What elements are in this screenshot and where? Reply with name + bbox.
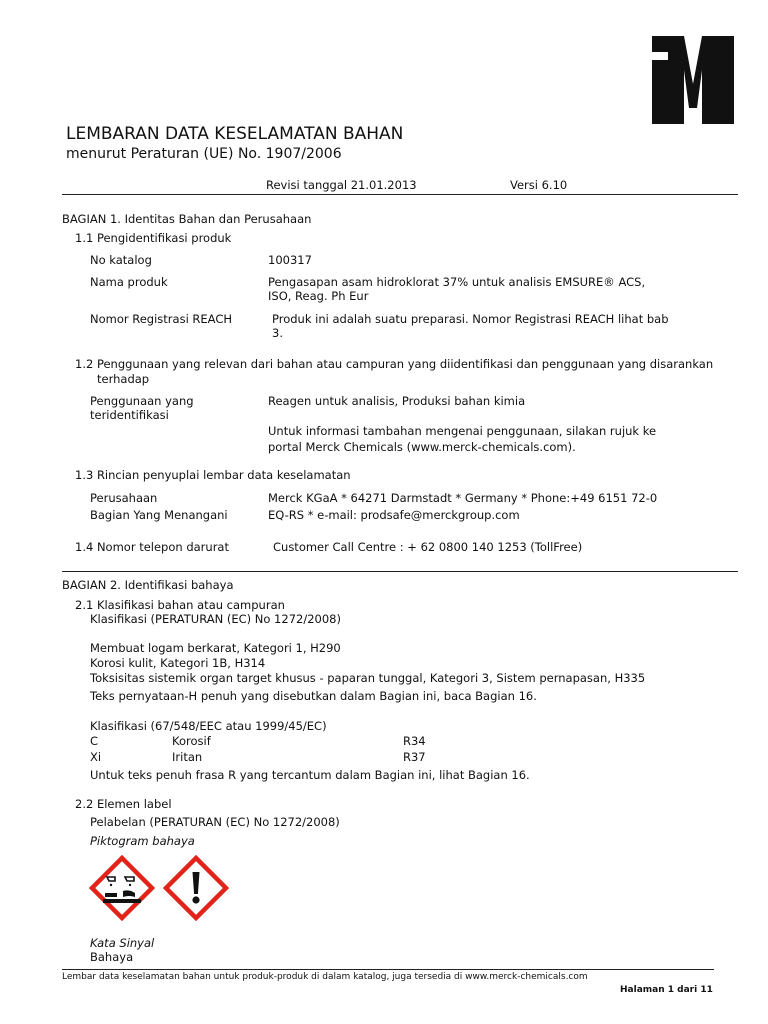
s13-heading: 1.3 Rincian penyuplai lembar data keselamatan [75,468,351,482]
signal-word-label: Kata Sinyal [90,936,155,950]
use-note: Untuk informasi tambahan mengenai penggunaan, silakan rujuk ke portal Merck Chemicals (www.merck-chemicals.com). [268,424,657,454]
catalog-label: No katalog [90,253,152,267]
signal-word-value: Bahaya [90,950,134,964]
footer-divider [62,969,714,970]
old-class-r: R34 [403,734,426,748]
merck-logo-icon [650,36,734,126]
exclamation-pictogram-icon [163,855,229,921]
class-item: Membuat logam berkarat, Kategori 1, H290 [90,641,341,655]
old-class-name: Korosif [172,734,211,748]
class-item: Korosi kulit, Kategori 1B, H314 [90,656,266,670]
old-class-code: Xi [90,750,102,764]
document-title: LEMBARAN DATA KESELAMATAN BAHAN [66,124,404,144]
s21-sub: Klasifikasi (PERATURAN (EC) No 1272/2008) [90,612,341,626]
section2-heading: BAGIAN 2. Identifikasi bahaya [62,578,234,592]
s21-heading: 2.1 Klasifikasi bahan atau campuran [75,598,285,612]
use-value: Reagen untuk analisis, Produksi bahan kimia [268,394,526,408]
class-item: Toksisitas sistemik organ target khusus - paparan tunggal, Kategori 3, Sistem pernapasan, H335 [90,671,646,685]
divider [62,571,738,572]
old-class-name: Iritan [172,750,203,764]
document-subtitle: menurut Peraturan (UE) No. 1907/2006 [66,146,342,162]
department-value: EQ-RS * e-mail: prodsafe@merckgroup.com [268,508,520,522]
section1-heading: BAGIAN 1. Identitas Bahan dan Perusahaan [62,212,312,226]
emergency-phone: Customer Call Centre : + 62 0800 140 1253 (TollFree) [273,540,583,554]
page-number: Halaman 1 dari 11 [620,985,713,995]
revision-date: Revisi tanggal 21.01.2013 [266,178,417,192]
reach-value: Produk ini adalah suatu preparasi. Nomor Registrasi REACH lihat bab 3. [272,312,669,340]
product-name-label: Nama produk [90,275,168,289]
use-label: Penggunaan yang teridentifikasi [90,394,194,422]
corrosion-pictogram-icon [89,855,155,921]
s14-heading: 1.4 Nomor telepon darurat [75,540,229,554]
s12-heading-cont: terhadap [97,372,150,386]
divider [62,194,738,195]
s22-sub: Pelabelan (PERATURAN (EC) No 1272/2008) [90,815,340,829]
pictogram-label: Piktogram bahaya [90,834,195,848]
department-label: Bagian Yang Menangani [90,508,228,522]
s12-heading: 1.2 Penggunaan yang relevan dari bahan atau campuran yang diidentifikasi dan penggunaan yang disarankan [75,357,714,371]
product-name-value: Pengasapan asam hidroklorat 37% untuk analisis EMSURE® ACS, ISO, Reag. Ph Eur [268,275,646,303]
s22-heading: 2.2 Elemen label [75,797,172,811]
class-note: Teks pernyataan-H penuh yang disebutkan dalam Bagian ini, baca Bagian 16. [90,689,537,703]
old-class-code: C [90,734,99,748]
s11-heading: 1.1 Pengidentifikasi produk [75,231,232,245]
company-value: Merck KGaA * 64271 Darmstadt * Germany * Phone:+49 6151 72-0 [268,491,658,505]
version: Versi 6.10 [510,178,568,192]
reach-label: Nomor Registrasi REACH [90,312,233,326]
catalog-value: 100317 [268,253,312,267]
old-class-r: R37 [403,750,426,764]
old-class-note: Untuk teks penuh frasa R yang tercantum dalam Bagian ini, lihat Bagian 16. [90,768,530,782]
company-label: Perusahaan [90,491,158,505]
old-class-heading: Klasifikasi (67/548/EEC atau 1999/45/EC) [90,719,327,733]
footer-note: Lembar data keselamatan bahan untuk produk-produk di dalam katalog, juga tersedia di www.merck-chemicals.com [62,972,588,982]
